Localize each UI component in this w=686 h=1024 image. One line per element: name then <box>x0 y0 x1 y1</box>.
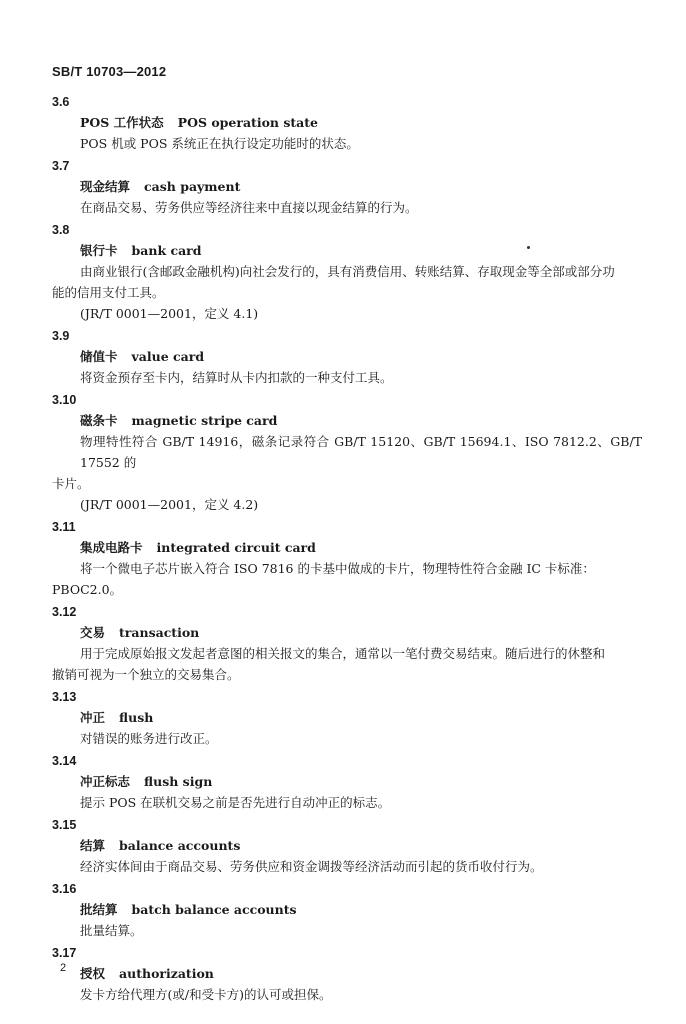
clause-number: 3.7 <box>52 159 70 173</box>
term-heading <box>52 411 642 431</box>
term-chinese: 授权 <box>80 966 106 981</box>
definition-text: 在商品交易、劳务供应等经济往来中直接以现金结算的行为。 <box>80 200 418 215</box>
definition-text: 物理特性符合 GB/T 14916，磁条记录符合 GB/T 15120、GB/T 15694.1、ISO 7812.2、GB/T 17552 的 <box>80 434 642 470</box>
definition-entry <box>52 326 642 388</box>
term-chinese: 冲正标志 <box>80 774 131 789</box>
term-heading <box>52 347 642 367</box>
clause-number: 3.14 <box>52 754 77 768</box>
definition-entry <box>52 687 642 749</box>
clause-number: 3.17 <box>52 946 77 960</box>
term-heading <box>52 900 642 920</box>
definition-entry <box>52 220 642 324</box>
source-reference: (JR/T 0001—2001，定义 4.2) <box>80 497 259 512</box>
definition-continuation: 能的信用支付工具。 <box>52 285 165 300</box>
clause-number: 3.6 <box>52 95 70 109</box>
term-english: magnetic stripe card <box>131 413 278 428</box>
term-english: value card <box>131 349 205 364</box>
definition-text: 发卡方给代理方(或/和受卡方)的认可或担保。 <box>80 987 332 1002</box>
clause-number: 3.9 <box>52 329 70 343</box>
definition-entry <box>52 390 642 515</box>
term-english: cash payment <box>144 179 241 194</box>
term-chinese: POS 工作状态 <box>80 115 164 130</box>
term-heading <box>52 623 642 643</box>
term-chinese: 银行卡 <box>80 243 118 258</box>
term-heading <box>52 836 642 856</box>
definition-text: 将一个微电子芯片嵌入符合 ISO 7816 的卡基中做成的卡片，物理特性符合金融 IC 卡标准： <box>80 561 595 576</box>
term-english: balance accounts <box>119 838 241 853</box>
term-heading <box>52 708 642 728</box>
definition-text: 由商业银行(含邮政金融机构)向社会发行的，具有消费信用、转账结算、存取现金等全部或部分功 <box>80 264 615 279</box>
term-english: POS operation state <box>177 115 318 130</box>
term-heading <box>52 177 642 197</box>
definition-text: 对错误的账务进行改正。 <box>80 731 218 746</box>
clause-number: 3.15 <box>52 818 77 832</box>
term-english: flush sign <box>144 774 213 789</box>
term-english: bank card <box>131 243 202 258</box>
definition-text: POS 机或 POS 系统正在执行设定功能时的状态。 <box>80 136 359 151</box>
term-heading <box>52 538 642 558</box>
term-english: batch balance accounts <box>131 902 297 917</box>
clause-number: 3.16 <box>52 882 77 896</box>
term-english: flush <box>119 710 154 725</box>
definition-entry <box>52 602 642 685</box>
term-chinese: 交易 <box>80 625 106 640</box>
term-english: transaction <box>119 625 200 640</box>
term-english: authorization <box>119 966 214 981</box>
definition-entry <box>52 815 642 877</box>
definition-entry <box>52 943 642 1005</box>
term-chinese: 批结算 <box>80 902 118 917</box>
term-heading <box>52 113 642 133</box>
definition-text: 经济实体间由于商品交易、劳务供应和资金调拨等经济活动而引起的货币收付行为。 <box>80 859 543 874</box>
definition-continuation: 卡片。 <box>52 476 90 491</box>
clause-number: 3.13 <box>52 690 77 704</box>
clause-number: 3.10 <box>52 393 77 407</box>
page-number: 2 <box>60 962 67 974</box>
term-chinese: 储值卡 <box>80 349 118 364</box>
term-chinese: 结算 <box>80 838 106 853</box>
term-chinese: 现金结算 <box>80 179 131 194</box>
term-chinese: 磁条卡 <box>80 413 118 428</box>
definition-entry <box>52 156 642 218</box>
definition-continuation: 撤销可视为一个独立的交易集合。 <box>52 667 240 682</box>
definition-entry <box>52 751 642 813</box>
definition-entry <box>52 879 642 941</box>
definition-text: 提示 POS 在联机交易之前是否先进行自动冲正的标志。 <box>80 795 391 810</box>
term-chinese: 集成电路卡 <box>80 540 143 555</box>
term-heading <box>52 964 642 984</box>
definition-text: 批量结算。 <box>80 923 143 938</box>
term-chinese: 冲正 <box>80 710 106 725</box>
term-heading <box>52 241 642 261</box>
definition-entry <box>52 517 642 600</box>
definition-entry <box>52 92 642 154</box>
definition-continuation: PBOC2.0。 <box>52 582 123 597</box>
definitions-list <box>52 90 642 1005</box>
term-heading <box>52 772 642 792</box>
document-id-header: SB/T 10703—2012 <box>52 64 167 79</box>
term-english: integrated circuit card <box>156 540 316 555</box>
clause-number: 3.11 <box>52 520 76 534</box>
definition-text: 将资金预存至卡内，结算时从卡内扣款的一种支付工具。 <box>80 370 393 385</box>
clause-number: 3.12 <box>52 605 77 619</box>
source-reference: (JR/T 0001—2001，定义 4.1) <box>80 306 259 321</box>
clause-number: 3.8 <box>52 223 70 237</box>
definition-text: 用于完成原始报文发起者意图的相关报文的集合，通常以一笔付费交易结束。随后进行的休整和 <box>80 646 606 661</box>
